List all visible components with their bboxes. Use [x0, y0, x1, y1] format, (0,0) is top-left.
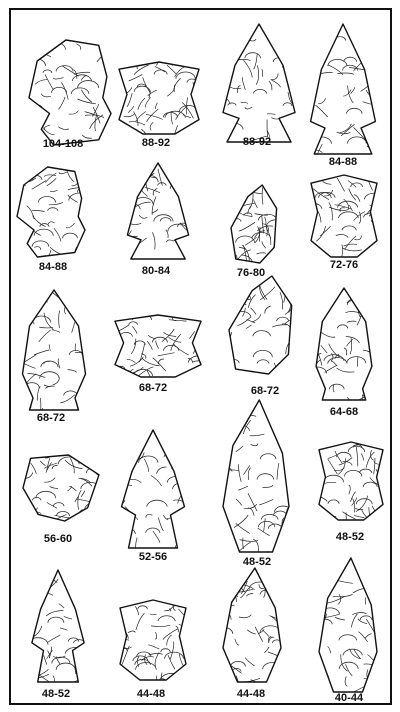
projectile-point [223, 568, 281, 682]
point-drawing [219, 24, 299, 142]
projectile-point [319, 558, 377, 692]
point-drawing [23, 455, 99, 521]
projectile-point [29, 570, 87, 682]
point-label: 104-108 [42, 138, 84, 150]
point-label: 52-56 [138, 551, 168, 563]
point-drawing [231, 185, 279, 263]
point-label: 64-68 [329, 406, 359, 418]
point-label: 44-48 [236, 688, 266, 700]
projectile-point [319, 442, 383, 520]
artifact-plate [9, 8, 392, 705]
projectile-point [17, 167, 85, 257]
point-label: 80-84 [141, 265, 171, 277]
point-drawing [29, 570, 87, 682]
point-drawing [120, 600, 186, 680]
projectile-point [223, 400, 289, 552]
point-drawing [223, 400, 289, 552]
projectile-point [313, 288, 375, 400]
projectile-point [29, 40, 111, 145]
projectile-point [124, 163, 192, 259]
point-label: 48-52 [335, 531, 365, 543]
point-label: 72-76 [329, 259, 359, 271]
projectile-point [229, 276, 295, 374]
point-label: 68-72 [138, 382, 168, 394]
projectile-point [119, 62, 199, 134]
point-label: 44-48 [136, 688, 166, 700]
point-drawing [119, 62, 199, 134]
point-label: 84-88 [328, 156, 358, 168]
point-drawing [223, 568, 281, 682]
point-drawing [319, 442, 383, 520]
point-drawing [311, 175, 377, 257]
projectile-point [118, 430, 188, 548]
projectile-point [120, 600, 186, 680]
point-drawing [19, 290, 89, 410]
point-label: 76-80 [236, 267, 266, 279]
projectile-point [23, 455, 99, 521]
point-drawing [307, 24, 379, 154]
point-label: 48-52 [242, 556, 272, 568]
projectile-point [19, 290, 89, 410]
point-label: 84-88 [38, 261, 68, 273]
projectile-point [219, 24, 299, 142]
point-label: 40-44 [334, 692, 364, 704]
point-label: 88-92 [242, 136, 272, 148]
point-label: 68-72 [36, 412, 66, 424]
projectile-point [115, 315, 201, 377]
point-label: 88-92 [141, 137, 171, 149]
projectile-point [231, 185, 279, 263]
point-label: 48-52 [41, 688, 71, 700]
point-drawing [124, 163, 192, 259]
point-drawing [319, 558, 377, 692]
projectile-point [311, 175, 377, 257]
point-drawing [118, 430, 188, 548]
point-drawing [29, 40, 111, 145]
projectile-point [307, 24, 379, 154]
point-drawing [17, 167, 85, 257]
point-drawing [115, 315, 201, 377]
point-label: 68-72 [250, 385, 280, 397]
point-drawing [229, 276, 295, 374]
point-label: 56-60 [43, 533, 73, 545]
point-drawing [313, 288, 375, 400]
